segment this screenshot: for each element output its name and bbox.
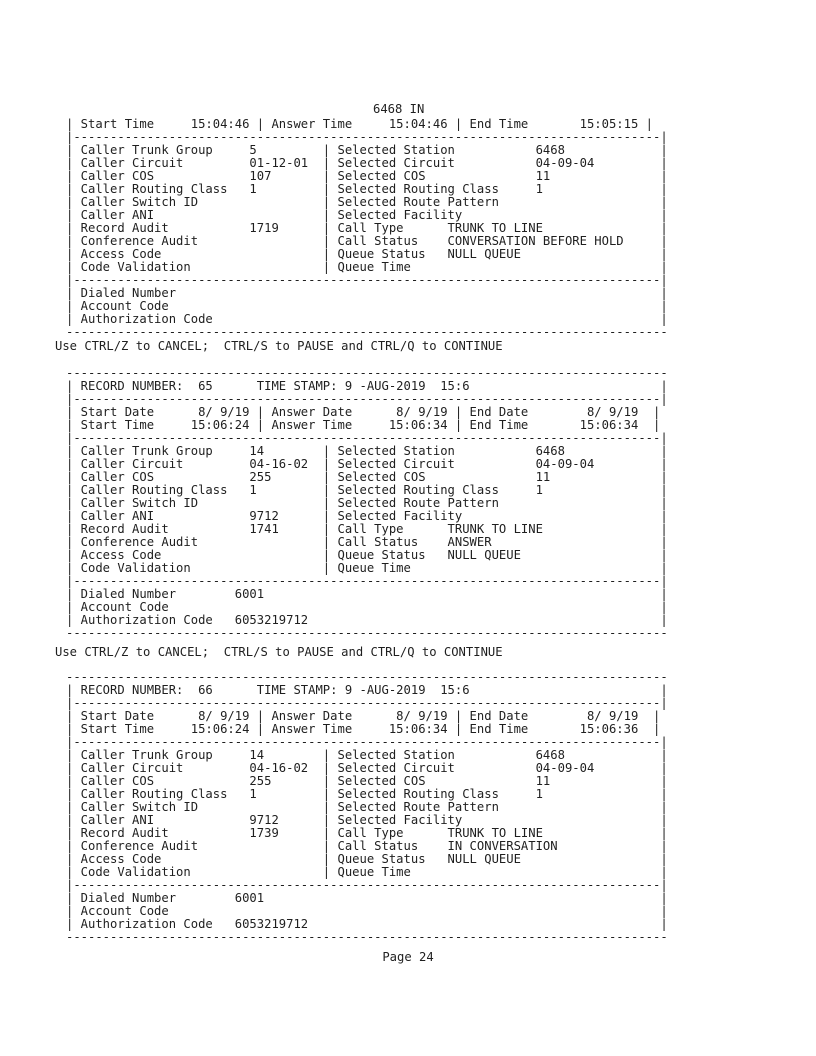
record-line: |--------------------------------------------------------------------------------| <box>66 878 668 892</box>
record-line: | Caller Routing Class 1 | Selected Routing Class 1 | <box>66 787 668 801</box>
record-line: | Caller Switch ID | Selected Route Pattern | <box>66 800 668 814</box>
record-line: |--------------------------------------------------------------------------------| <box>66 735 668 749</box>
record-line: | Dialed Number | <box>66 286 668 300</box>
record-line: | Conference Audit | Call Status IN CONVERSATION | <box>66 839 668 853</box>
record-line: |--------------------------------------------------------------------------------| <box>66 574 668 588</box>
record-line: | Caller Circuit 01-12-01 | Selected Circuit 04-09-04 | <box>66 156 668 170</box>
record-line: | Access Code | Queue Status NULL QUEUE | <box>66 548 668 562</box>
record-line: | Record Audit 1719 | Call Type TRUNK TO LINE | <box>66 221 668 235</box>
record-line: |--------------------------------------------------------------------------------| <box>66 273 668 287</box>
record-line: | Caller Circuit 04-16-02 | Selected Circuit 04-09-04 | <box>66 761 668 775</box>
record-line: | Caller COS 255 | Selected COS 11 | <box>66 774 668 788</box>
record-line: |--------------------------------------------------------------------------------| <box>66 696 668 710</box>
record-line: | Conference Audit | Call Status CONVERSATION BEFORE HOLD | <box>66 234 668 248</box>
record-line: | Account Code | <box>66 600 668 614</box>
record-line: | Account Code | <box>66 299 668 313</box>
record-line: | Conference Audit | Call Status ANSWER | <box>66 535 668 549</box>
cancel-instructions: Use CTRL/Z to CANCEL; CTRL/S to PAUSE and CTRL/Q to CONTINUE <box>55 339 503 353</box>
call-record-66 <box>66 671 668 944</box>
record-line: | Authorization Code 6053219712 | <box>66 917 668 931</box>
record-line: | Caller ANI 9712 | Selected Facility | <box>66 813 668 827</box>
record-line: | RECORD NUMBER: 65 TIME STAMP: 9 -AUG-2019 15:6 | <box>66 379 668 393</box>
station-header: 6468 IN <box>373 102 425 116</box>
record-line: ---------------------------------------------------------------------------------- <box>66 325 668 339</box>
record-line: ---------------------------------------------------------------------------------- <box>66 626 668 640</box>
record-line: | Caller Trunk Group 14 | Selected Station 6468 | <box>66 748 668 762</box>
record-line: | Caller ANI 9712 | Selected Facility | <box>66 509 668 523</box>
record-line: | Caller Switch ID | Selected Route Pattern | <box>66 496 668 510</box>
record-line: | Record Audit 1739 | Call Type TRUNK TO LINE | <box>66 826 668 840</box>
record-line: | Authorization Code 6053219712 | <box>66 613 668 627</box>
record-line: | Caller Routing Class 1 | Selected Routing Class 1 | <box>66 182 668 196</box>
call-record-partial <box>66 118 668 339</box>
record-line: |--------------------------------------------------------------------------------| <box>66 130 668 144</box>
record-line: |--------------------------------------------------------------------------------| <box>66 392 668 406</box>
record-line: | Caller Trunk Group 14 | Selected Station 6468 | <box>66 444 668 458</box>
cancel-instructions: Use CTRL/Z to CANCEL; CTRL/S to PAUSE and CTRL/Q to CONTINUE <box>55 645 503 659</box>
record-line: | Dialed Number 6001 | <box>66 587 668 601</box>
record-line: | Start Time 15:04:46 | Answer Time 15:04:46 | End Time 15:05:15 | <box>66 117 653 131</box>
record-line: | Account Code | <box>66 904 668 918</box>
record-line: ---------------------------------------------------------------------------------- <box>66 670 668 684</box>
record-line: | Authorization Code | <box>66 312 668 326</box>
record-line: | Code Validation | Queue Time | <box>66 865 668 879</box>
page-number: Page 24 <box>382 950 434 964</box>
record-line: | RECORD NUMBER: 66 TIME STAMP: 9 -AUG-2019 15:6 | <box>66 683 668 697</box>
record-line: | Start Time 15:06:24 | Answer Time 15:06:34 | End Time 15:06:36 | <box>66 722 661 736</box>
record-line: | Access Code | Queue Status NULL QUEUE | <box>66 852 668 866</box>
record-line: | Start Time 15:06:24 | Answer Time 15:06:34 | End Time 15:06:34 | <box>66 418 661 432</box>
record-line: | Record Audit 1741 | Call Type TRUNK TO LINE | <box>66 522 668 536</box>
record-line: | Start Date 8/ 9/19 | Answer Date 8/ 9/19 | End Date 8/ 9/19 | <box>66 709 661 723</box>
record-line: | Caller COS 107 | Selected COS 11 | <box>66 169 668 183</box>
record-line: |--------------------------------------------------------------------------------| <box>66 431 668 445</box>
record-line: | Caller Routing Class 1 | Selected Routing Class 1 | <box>66 483 668 497</box>
call-record-65 <box>66 367 668 640</box>
record-line: | Dialed Number 6001 | <box>66 891 668 905</box>
record-line: | Caller ANI | Selected Facility | <box>66 208 668 222</box>
record-line: | Start Date 8/ 9/19 | Answer Date 8/ 9/19 | End Date 8/ 9/19 | <box>66 405 661 419</box>
record-line: | Code Validation | Queue Time | <box>66 561 668 575</box>
record-line: | Caller Circuit 04-16-02 | Selected Circuit 04-09-04 | <box>66 457 668 471</box>
record-line: | Code Validation | Queue Time | <box>66 260 668 274</box>
record-line: ---------------------------------------------------------------------------------- <box>66 366 668 380</box>
record-line: ---------------------------------------------------------------------------------- <box>66 930 668 944</box>
record-line: | Access Code | Queue Status NULL QUEUE | <box>66 247 668 261</box>
record-line: | Caller Switch ID | Selected Route Pattern | <box>66 195 668 209</box>
record-line: | Caller Trunk Group 5 | Selected Station 6468 | <box>66 143 668 157</box>
record-line: | Caller COS 255 | Selected COS 11 | <box>66 470 668 484</box>
